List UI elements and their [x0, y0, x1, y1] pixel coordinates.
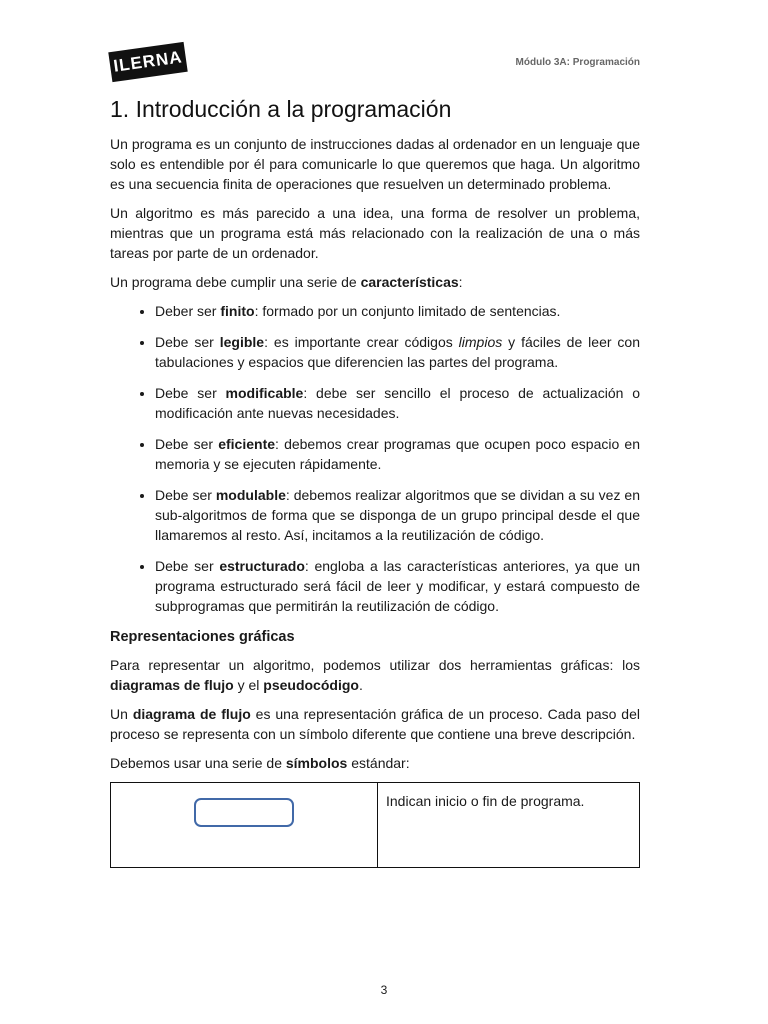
ilerna-logo: ILERNA [108, 42, 187, 82]
terminal-symbol-icon [194, 798, 294, 827]
paragraph: Un algoritmo es más parecido a una idea, una forma de resolver un problema, mientras que un programa está más relacionado con la realización de una o más tareas por parte de un ordenador. [110, 205, 640, 261]
flow-diagram-paragraph: Un diagrama de flujo es una representación gráfica de un proceso. Cada paso del proceso se representa con un símbolo diferente que contiene una breve descripción. [110, 706, 640, 742]
symbols-table [110, 782, 640, 868]
list-item: • Debe ser legible: es importante crear códigos limpios y fáciles de leer con tabulaciones y espacios que diferencien las partes del programa. [155, 332, 640, 372]
graphics-paragraph: Para representar un algoritmo, podemos utilizar dos herramientas gráficas: los diagramas de flujo y el pseudocódigo. [110, 657, 640, 693]
list-item: • Debe ser modulable: debemos realizar algoritmos que se dividan a su vez en sub-algoritmos de forma que se disponga de un grupo principal desde el que llamaremos al resto. Así, incitamos a la reutilización de código. [155, 485, 640, 545]
list-item: • Debe ser estructurado: engloba a las características anteriores, ya que un programa estructurado será fácil de leer y modificar, y estará compuesto de subprogramas que permitirán la reutilización de código. [155, 556, 640, 616]
symbol-description: Indican inicio o fin de programa. [378, 783, 640, 868]
symbol-cell [111, 783, 378, 868]
characteristics-intro: Un programa debe cumplir una serie de características: [110, 274, 463, 290]
characteristics-list [110, 301, 640, 616]
module-header: Módulo 3A: Programación [515, 57, 640, 68]
list-item: • Deber ser finito: formado por un conjunto limitado de sentencias. [155, 301, 640, 321]
paragraph: Un programa es un conjunto de instrucciones dadas al ordenador en un lenguaje que solo es entendible por él para comunicarle lo que queremos que haga. Un algoritmo es una secuencia finita de operaciones que resuelven un determinado problema. [110, 136, 640, 192]
page-content [110, 94, 640, 868]
list-item: • Debe ser modificable: debe ser sencillo el proceso de actualización o modificación ante nuevas necesidades. [155, 383, 640, 423]
symbols-intro: Debemos usar una serie de símbolos estándar: [110, 755, 410, 771]
subsection-heading: Representaciones gráficas [110, 629, 295, 645]
section-title: 1. Introducción a la programación [110, 96, 452, 122]
list-item: • Debe ser eficiente: debemos crear programas que ocupen poco espacio en memoria y se ejecuten rápidamente. [155, 434, 640, 474]
table-row [111, 783, 640, 868]
page-number: 3 [380, 983, 388, 997]
